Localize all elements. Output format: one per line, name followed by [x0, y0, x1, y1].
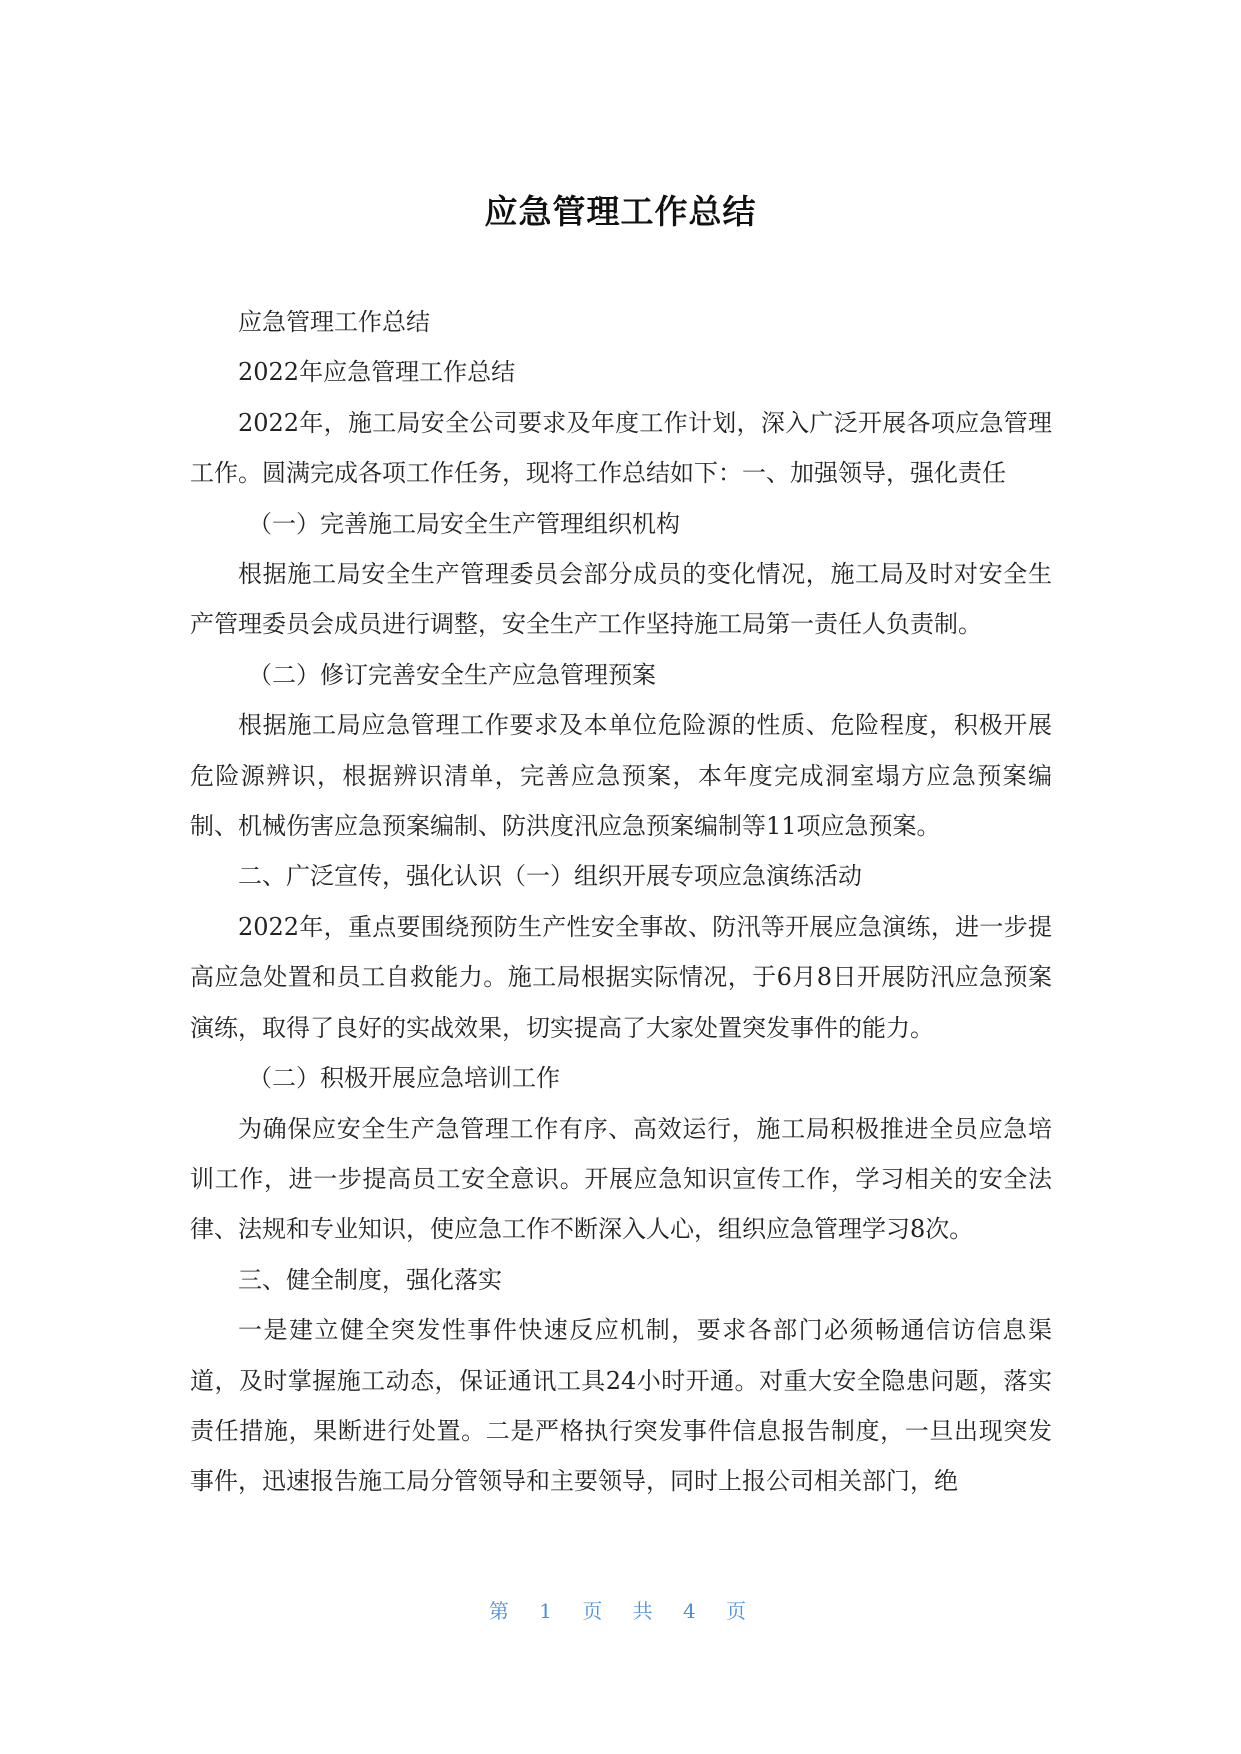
section-heading: 二、广泛宣传，强化认识（一）组织开展专项应急演练活动 — [238, 862, 862, 891]
paragraph: 一是建立健全突发性事件快速反应机制，要求各部门必须畅通信访信息渠道，及时掌握施工动态，保证通讯工具24小时开通。对重大安全隐患问题，落实责任措施，果断进行处置。二是严格执行突发事件信息报告制度，一旦出现突发事件，迅速报告施工局分管领导和主要领导，同时上报公司相关部门，绝 — [190, 1316, 1052, 1496]
section-heading: 三、健全制度，强化落实 — [238, 1265, 502, 1294]
paragraph: 2022年，重点要围绕预防生产性安全事故、防汛等开展应急演练，进一步提高应急处置和员工自救能力。施工局根据实际情况，于6月8日开展防汛应急预案演练，取得了良好的实战效果，切实提高了大家处置突发事件的能力。 — [190, 912, 1052, 1042]
paragraph: 2022年应急管理工作总结 — [238, 358, 516, 387]
section-heading: （一）完善施工局安全生产管理组织机构 — [248, 509, 680, 538]
document-title: 应急管理工作总结 — [484, 192, 757, 231]
section-heading: （二）积极开展应急培训工作 — [248, 1064, 560, 1093]
page-number-footer: 第 1 页 共 4 页 — [488, 1599, 753, 1623]
paragraph: 为确保应安全生产急管理工作有序、高效运行，施工局积极推进全员应急培训工作，进一步提高员工安全意识。开展应急知识宣传工作，学习相关的安全法律、法规和专业知识，使应急工作不断深入人心，组织应急管理学习8次。 — [190, 1114, 1052, 1244]
paragraph: 应急管理工作总结 — [238, 308, 430, 336]
section-heading: （二）修订完善安全生产应急管理预案 — [248, 660, 656, 689]
paragraph: 2022年，施工局安全公司要求及年度工作计划，深入广泛开展各项应急管理工作。圆满完成各项工作任务，现将工作总结如下：一、加强领导，强化责任 — [190, 408, 1052, 488]
paragraph: 根据施工局安全生产管理委员会部分成员的变化情况，施工局及时对安全生产管理委员会成员进行调整，安全生产工作坚持施工局第一责任人负责制。 — [190, 560, 1052, 639]
paragraph: 根据施工局应急管理工作要求及本单位危险源的性质、危险程度，积极开展危险源辨识，根据辨识清单，完善应急预案，本年度完成洞室塌方应急预案编制、机械伤害应急预案编制、防洪度汛应急预案编制等11项应急预案。 — [190, 711, 1052, 841]
document-body — [190, 297, 1052, 1507]
